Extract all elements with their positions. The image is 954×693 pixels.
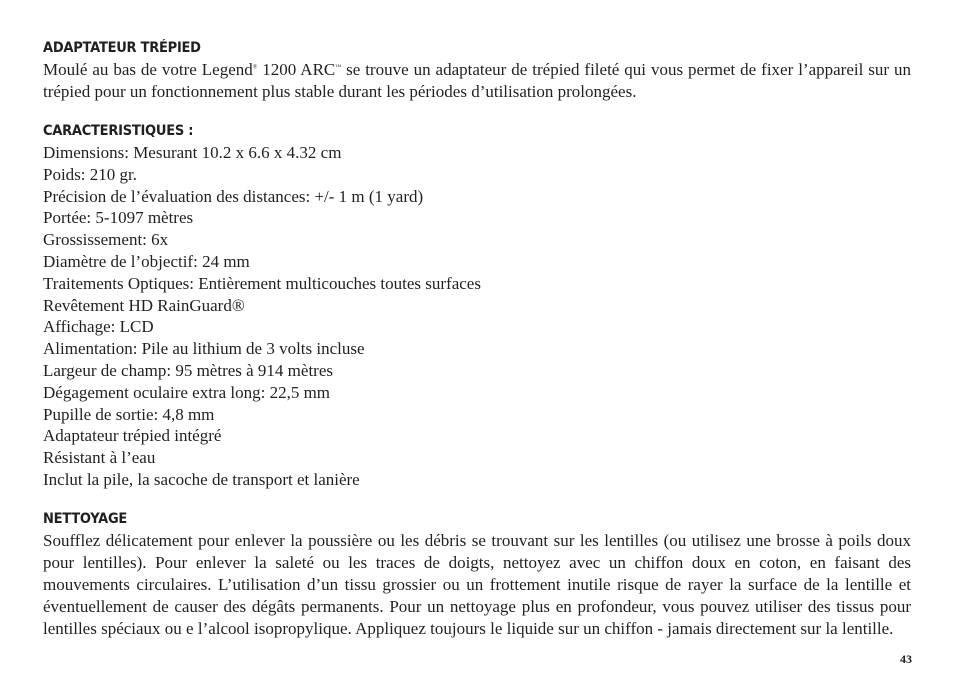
spec-item: Diamètre de l’objectif: 24 mm [43,251,250,271]
manual-page [43,40,911,660]
spec-item: Résistant à l’eau [43,448,156,468]
specs-list [43,142,911,491]
spec-item: Dimensions: Mesurant 10.2 x 6.6 x 4.32 cm [43,143,342,162]
spec-item: Précision de l’évaluation des distances: +/- 1 m (1 yard) [43,186,424,206]
page-number: 43 [900,652,912,666]
spec-item: Traitements Optiques: Entièrement multicouches toutes surfaces [43,273,481,293]
tripod-text-start: Moulé au bas de votre Legend [43,60,253,79]
cleaning-section [43,511,911,640]
specs-heading: CARACTERISTIQUES : [43,123,194,139]
tripod-text-end: se trouve un adaptateur de trépied fileté qui vous permet de fixer l’appareil sur un trépied pour un fonctionnement plus stable durant les périodes d’utilisation prolongées. [43,60,911,101]
spec-item: Portée: 5-1097 mètres [43,208,194,228]
spec-item: Grossissement: 6x [43,230,169,250]
registered-mark: ® [252,64,258,71]
spec-item: Affichage: LCD [43,317,154,337]
spec-item: Dégagement oculaire extra long: 22,5 mm [43,382,331,402]
trademark-mark: ™ [335,64,342,71]
tripod-section [43,40,911,103]
spec-item: Largeur de champ: 95 mètres à 914 mètres [43,360,333,380]
cleaning-heading: NETTOYAGE [43,510,128,527]
spec-item: Revêtement HD RainGuard® [43,295,245,315]
spec-item: Pupille de sortie: 4,8 mm [43,404,215,424]
spec-item: Alimentation: Pile au lithium de 3 volts incluse [43,339,365,359]
tripod-paragraph [43,59,911,103]
spec-item: Adaptateur trépied intégré [43,426,222,446]
cleaning-paragraph: Soufflez délicatement pour enlever la poussière ou les débris se trouvant sur les lentilles (ou utilisez une brosse à poils doux pour lentilles). Pour enlever la saleté ou les traces de doigts, nettoyez avec un chiffon doux en coton, en faisant des mouvements circulaires. L’utilisation d’un tissu grossier ou un frottement inutile risque de rayer la surface de la lentille et éventuellement de causer des dégâts permanents. Pour un nettoyage plus en profondeur, vous pouvez utiliser des tissus pour lentilles spéciaux ou e l’alcool isopropylique. Appliquez toujours le liquide sur un chiffon - jamais directement sur la lentille. [43,530,911,638]
tripod-model: 1200 ARC [257,60,336,79]
spec-item: Poids: 210 gr. [43,164,137,184]
spec-item: Inclut la pile, la sacoche de transport et lanière [43,469,360,489]
specs-section [43,123,911,491]
tripod-heading: ADAPTATEUR TRÉPIED [43,40,201,56]
